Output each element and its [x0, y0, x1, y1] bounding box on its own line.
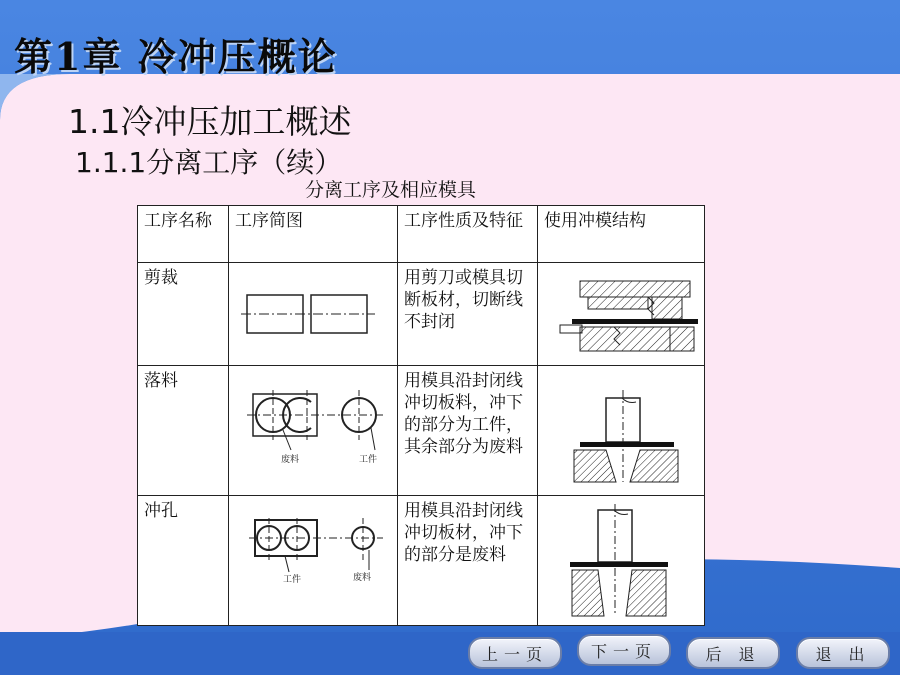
- header-process-nature: 工序性质及特征: [398, 206, 538, 263]
- row-die-diagram: [538, 496, 705, 626]
- row-die-diagram: [538, 263, 705, 366]
- row-process-nature: 用模具沿封闭线冲切板料，冲下的部分为工件，其余部分为废料: [398, 366, 538, 496]
- shearing-sketch: [235, 267, 391, 357]
- row-process-nature: 用剪刀或模具切断板材，切断线不封闭: [398, 263, 538, 366]
- table-caption: 分离工序及相应模具: [305, 179, 477, 201]
- row-process-diagram: [229, 366, 398, 496]
- exit-button[interactable]: 退 出: [796, 637, 890, 669]
- row-process-nature: 用模具沿封闭线冲切板材，冲下的部分是废料: [398, 496, 538, 626]
- subsection-title: 1.1.1分离工序（续）: [75, 146, 343, 179]
- table-header-row: [138, 206, 705, 263]
- punching-die-sketch: [544, 500, 698, 618]
- table-row: [138, 496, 705, 626]
- separation-process-table: [137, 205, 705, 626]
- prev-page-button[interactable]: 上一页: [468, 637, 562, 669]
- header-process-name: 工序名称: [138, 206, 229, 263]
- table-row: [138, 263, 705, 366]
- section-title: 1.1冷冲压加工概述: [68, 102, 352, 141]
- row-process-diagram: [229, 496, 398, 626]
- diagram-label: 废料: [281, 455, 300, 465]
- row-process-name: 剪裁: [138, 263, 229, 366]
- row-process-name: 落料: [138, 366, 229, 496]
- header-process-diagram: 工序简图: [229, 206, 398, 263]
- blanking-sketch: [235, 370, 391, 488]
- row-process-diagram: [229, 263, 398, 366]
- diagram-label: 工件: [283, 575, 302, 585]
- row-die-diagram: [538, 366, 705, 496]
- back-button[interactable]: 后 退: [686, 637, 780, 669]
- table-row: [138, 366, 705, 496]
- blanking-die-sketch: [544, 370, 698, 488]
- diagram-label: 工件: [359, 455, 378, 465]
- next-page-button[interactable]: 下一页: [577, 634, 671, 666]
- chapter-title: 第1章 冷冲压概论: [14, 34, 338, 79]
- punching-sketch: [235, 500, 391, 618]
- diagram-label: 废料: [353, 573, 372, 583]
- shearing-die-sketch: [544, 267, 698, 361]
- row-process-name: 冲孔: [138, 496, 229, 626]
- header-die-structure: 使用冲模结构: [538, 206, 705, 263]
